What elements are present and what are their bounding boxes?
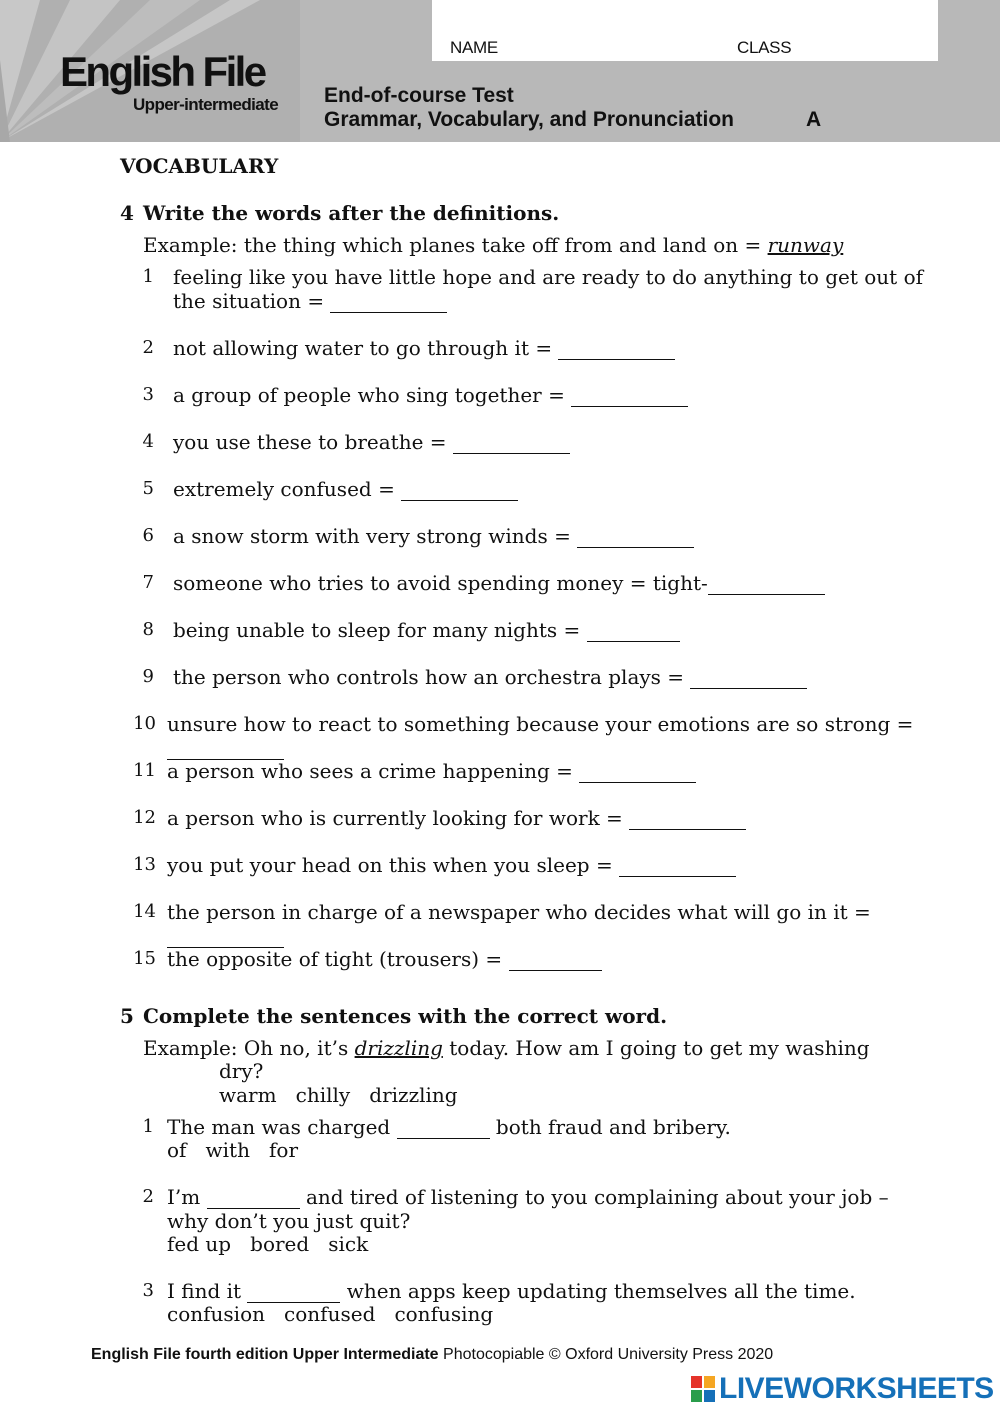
definition-row: being unable to sleep for many nights = bbox=[173, 618, 680, 642]
exercise5-example: Example: Oh no, it’s drizzling today. How am I going to get my washing bbox=[143, 1036, 870, 1060]
item-number: 13 bbox=[133, 854, 156, 875]
sentence-row: I find it when apps keep updating themselves all the time. bbox=[167, 1279, 856, 1303]
answer-input-3[interactable] bbox=[571, 389, 688, 407]
answer-input-4[interactable] bbox=[453, 436, 570, 454]
example-text: Example: the thing which planes take off from and land on = bbox=[143, 233, 768, 257]
liveworksheets-logo-icon bbox=[691, 1376, 715, 1402]
example-line2: dry? bbox=[219, 1059, 264, 1083]
item-number: 8 bbox=[142, 619, 154, 640]
name-label: NAME bbox=[450, 38, 498, 57]
logo-title: English File bbox=[60, 48, 265, 95]
test-version: A bbox=[806, 108, 822, 131]
answer-input-10[interactable] bbox=[167, 742, 284, 760]
item-number: 4 bbox=[142, 431, 154, 452]
answer-input-8[interactable] bbox=[587, 624, 680, 642]
item-number: 11 bbox=[133, 760, 156, 781]
answer-input-9[interactable] bbox=[690, 671, 807, 689]
sentence-row: The man was charged both fraud and bribery. bbox=[167, 1115, 731, 1139]
sentence-input-2[interactable] bbox=[207, 1191, 300, 1209]
definition-text: the person in charge of a newspaper who decides what will go in it = bbox=[167, 900, 871, 924]
definition-row: not allowing water to go through it = bbox=[173, 336, 675, 360]
test-title-line1: End-of-course Test bbox=[324, 84, 514, 107]
sentence-input-3[interactable] bbox=[247, 1285, 340, 1303]
item-number: 5 bbox=[142, 478, 154, 499]
item-number: 12 bbox=[133, 807, 156, 828]
example-options: warm chilly drizzling bbox=[219, 1083, 458, 1107]
example-answer: runway bbox=[767, 233, 844, 257]
answer-input-15[interactable] bbox=[509, 953, 602, 971]
item-number: 9 bbox=[142, 666, 154, 687]
item-number: 7 bbox=[142, 572, 154, 593]
definition-row: extremely confused = bbox=[173, 477, 518, 501]
item-number: 1 bbox=[142, 1116, 154, 1137]
exercise4-example bbox=[143, 233, 843, 257]
definition-row: you use these to breathe = bbox=[173, 430, 570, 454]
answer-input-6[interactable] bbox=[577, 530, 694, 548]
exercise4-number: 4 bbox=[120, 201, 134, 225]
definition-row: a person who is currently looking for work = bbox=[167, 806, 746, 830]
sentence-line2: why don’t you just quit? bbox=[167, 1209, 411, 1233]
word-options: confusion confused confusing bbox=[167, 1302, 494, 1326]
item-number: 3 bbox=[142, 1280, 154, 1301]
item-number: 15 bbox=[133, 948, 156, 969]
exercise5-instruction: Complete the sentences with the correct word. bbox=[143, 1004, 668, 1028]
example-answer: drizzling bbox=[354, 1036, 443, 1060]
answer-input-7[interactable] bbox=[708, 577, 825, 595]
item-number: 10 bbox=[133, 713, 156, 734]
definition-text: unsure how to react to something because your emotions are so strong = bbox=[167, 712, 914, 736]
name-class-box bbox=[432, 0, 938, 61]
answer-input-2[interactable] bbox=[558, 342, 675, 360]
exercise4-instruction: Write the words after the definitions. bbox=[143, 201, 560, 225]
definition-row: a person who sees a crime happening = bbox=[167, 759, 696, 783]
liveworksheets-text: LIVEWORKSHEETS bbox=[719, 1372, 994, 1405]
definition-row: the opposite of tight (trousers) = bbox=[167, 947, 602, 971]
item-number: 3 bbox=[142, 384, 154, 405]
definition-row bbox=[167, 736, 284, 760]
answer-input-1[interactable] bbox=[330, 295, 447, 313]
class-label: CLASS bbox=[737, 38, 792, 57]
definition-text-line2: the situation = bbox=[173, 289, 447, 313]
definition-text: feeling like you have little hope and are ready to do anything to get out of bbox=[173, 265, 924, 289]
item-number: 2 bbox=[142, 337, 154, 358]
item-number: 1 bbox=[142, 266, 154, 287]
word-options: fed up bored sick bbox=[167, 1232, 369, 1256]
answer-input-13[interactable] bbox=[619, 859, 736, 877]
sentence-row: I’m and tired of listening to you complaining about your job – bbox=[167, 1185, 889, 1209]
sentence-input-1[interactable] bbox=[397, 1121, 490, 1139]
test-title bbox=[324, 84, 734, 132]
answer-input-14[interactable] bbox=[167, 930, 284, 948]
definition-row: a group of people who sing together = bbox=[173, 383, 688, 407]
word-options: of with for bbox=[167, 1138, 299, 1162]
logo-subtitle: Upper-intermediate bbox=[133, 95, 279, 114]
answer-input-12[interactable] bbox=[629, 812, 746, 830]
definition-row: you put your head on this when you sleep = bbox=[167, 853, 736, 877]
definition-row: a snow storm with very strong winds = bbox=[173, 524, 694, 548]
item-number: 2 bbox=[142, 1186, 154, 1207]
definition-row: someone who tries to avoid spending money = tight- bbox=[173, 571, 825, 595]
liveworksheets-watermark bbox=[691, 1372, 994, 1406]
test-title-line2: Grammar, Vocabulary, and Pronunciation bbox=[324, 108, 734, 131]
definition-row: the person who controls how an orchestra plays = bbox=[173, 665, 807, 689]
header-band bbox=[0, 0, 1000, 142]
exercise5-number: 5 bbox=[120, 1004, 134, 1028]
item-number: 14 bbox=[133, 901, 156, 922]
section-title: VOCABULARY bbox=[120, 154, 279, 178]
answer-input-11[interactable] bbox=[579, 765, 696, 783]
item-number: 6 bbox=[142, 525, 154, 546]
answer-input-5[interactable] bbox=[401, 483, 518, 501]
definition-row bbox=[167, 924, 284, 948]
footer-copyright: English File fourth edition Upper Intermediate Photocopiable © Oxford University Press 2020 bbox=[91, 1346, 774, 1363]
